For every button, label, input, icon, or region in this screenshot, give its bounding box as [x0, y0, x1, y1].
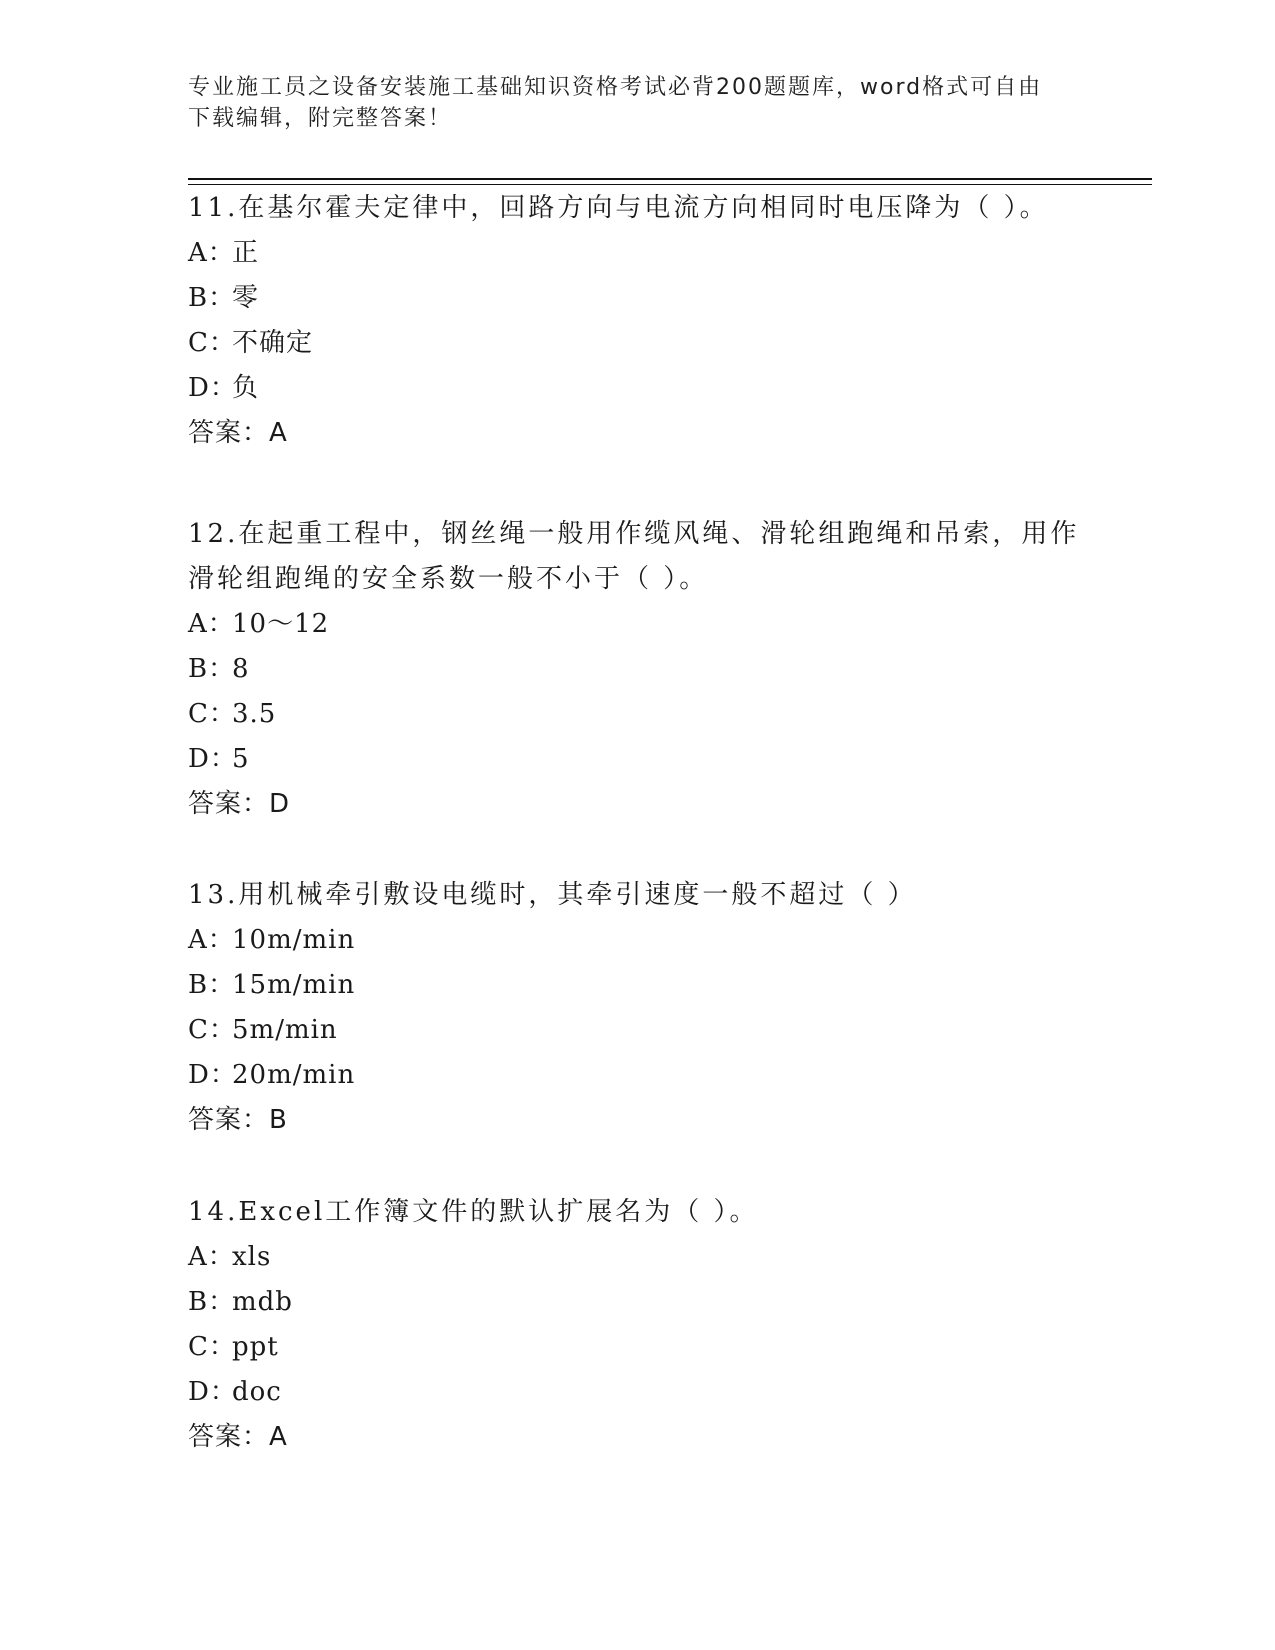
option-text: 3.5 — [232, 699, 277, 729]
option-text: 8 — [232, 654, 250, 684]
option-c — [188, 321, 1088, 366]
option-b — [188, 647, 1088, 692]
question-block — [188, 873, 1088, 1143]
question-stem: 13.用机械牵引敷设电缆时，其牵引速度一般不超过（ ） — [188, 880, 917, 910]
option-text: xls — [232, 1242, 272, 1272]
option-letter: A： — [188, 609, 235, 639]
option-letter: D： — [188, 1377, 237, 1407]
option-d — [188, 366, 1088, 411]
question-block — [188, 1190, 1088, 1460]
option-text: 5m/min — [232, 1015, 338, 1045]
answer-line: 答案：B — [188, 1105, 288, 1135]
option-c — [188, 1325, 1088, 1370]
option-text: 20m/min — [232, 1060, 356, 1090]
answer-line: 答案：D — [188, 789, 291, 819]
option-text: doc — [232, 1377, 282, 1407]
option-letter: D： — [188, 373, 237, 403]
option-letter: A： — [188, 1242, 235, 1272]
question-stem-line-2: 滑轮组跑绳的安全系数一般不小于（ ）。 — [188, 564, 709, 594]
question-stem: 14.Excel工作簿文件的默认扩展名为（ ）。 — [188, 1197, 759, 1227]
option-c — [188, 692, 1088, 737]
option-text: 不确定 — [232, 328, 314, 358]
option-text: 10～12 — [232, 609, 330, 639]
option-d — [188, 1370, 1088, 1415]
document-header — [188, 72, 1068, 134]
option-d — [188, 737, 1088, 782]
option-letter: D： — [188, 744, 237, 774]
answer-line: 答案：A — [188, 1422, 288, 1452]
option-b — [188, 963, 1088, 1008]
option-a — [188, 1235, 1088, 1280]
question-stem-line-1: 12.在起重工程中，钢丝绳一般用作缆风绳、滑轮组跑绳和吊索，用作 — [188, 519, 1080, 549]
option-letter: C： — [188, 699, 236, 729]
option-b — [188, 1280, 1088, 1325]
option-letter: B： — [188, 970, 236, 1000]
option-letter: B： — [188, 1287, 236, 1317]
option-text: 零 — [232, 283, 260, 313]
option-letter: A： — [188, 925, 235, 955]
question-stem: 11.在基尔霍夫定律中，回路方向与电流方向相同时电压降为（ ）。 — [188, 193, 1049, 223]
option-letter: D： — [188, 1060, 237, 1090]
option-a — [188, 602, 1088, 647]
header-line-1: 专业施工员之设备安装施工基础知识资格考试必背200题题库，word格式可自由 — [188, 75, 1043, 100]
option-letter: B： — [188, 283, 236, 313]
option-text: 负 — [232, 373, 260, 403]
option-a — [188, 918, 1088, 963]
option-text: 10m/min — [232, 925, 356, 955]
option-text: 15m/min — [232, 970, 356, 1000]
option-b — [188, 276, 1088, 321]
option-d — [188, 1053, 1088, 1098]
option-letter: C： — [188, 1015, 236, 1045]
option-text: 5 — [232, 744, 250, 774]
option-letter: C： — [188, 1332, 236, 1362]
option-letter: B： — [188, 654, 236, 684]
header-rule-thick — [188, 178, 1152, 180]
question-block — [188, 186, 1088, 456]
header-rule-thin — [188, 184, 1152, 185]
option-text: ppt — [232, 1332, 279, 1362]
option-text: mdb — [232, 1287, 293, 1317]
option-c — [188, 1008, 1088, 1053]
option-a — [188, 231, 1088, 276]
question-block — [188, 512, 1088, 827]
option-letter: A： — [188, 238, 235, 268]
answer-line: 答案：A — [188, 418, 288, 448]
header-line-2: 下载编辑，附完整答案！ — [188, 106, 453, 131]
option-text: 正 — [232, 238, 260, 268]
option-letter: C： — [188, 328, 236, 358]
